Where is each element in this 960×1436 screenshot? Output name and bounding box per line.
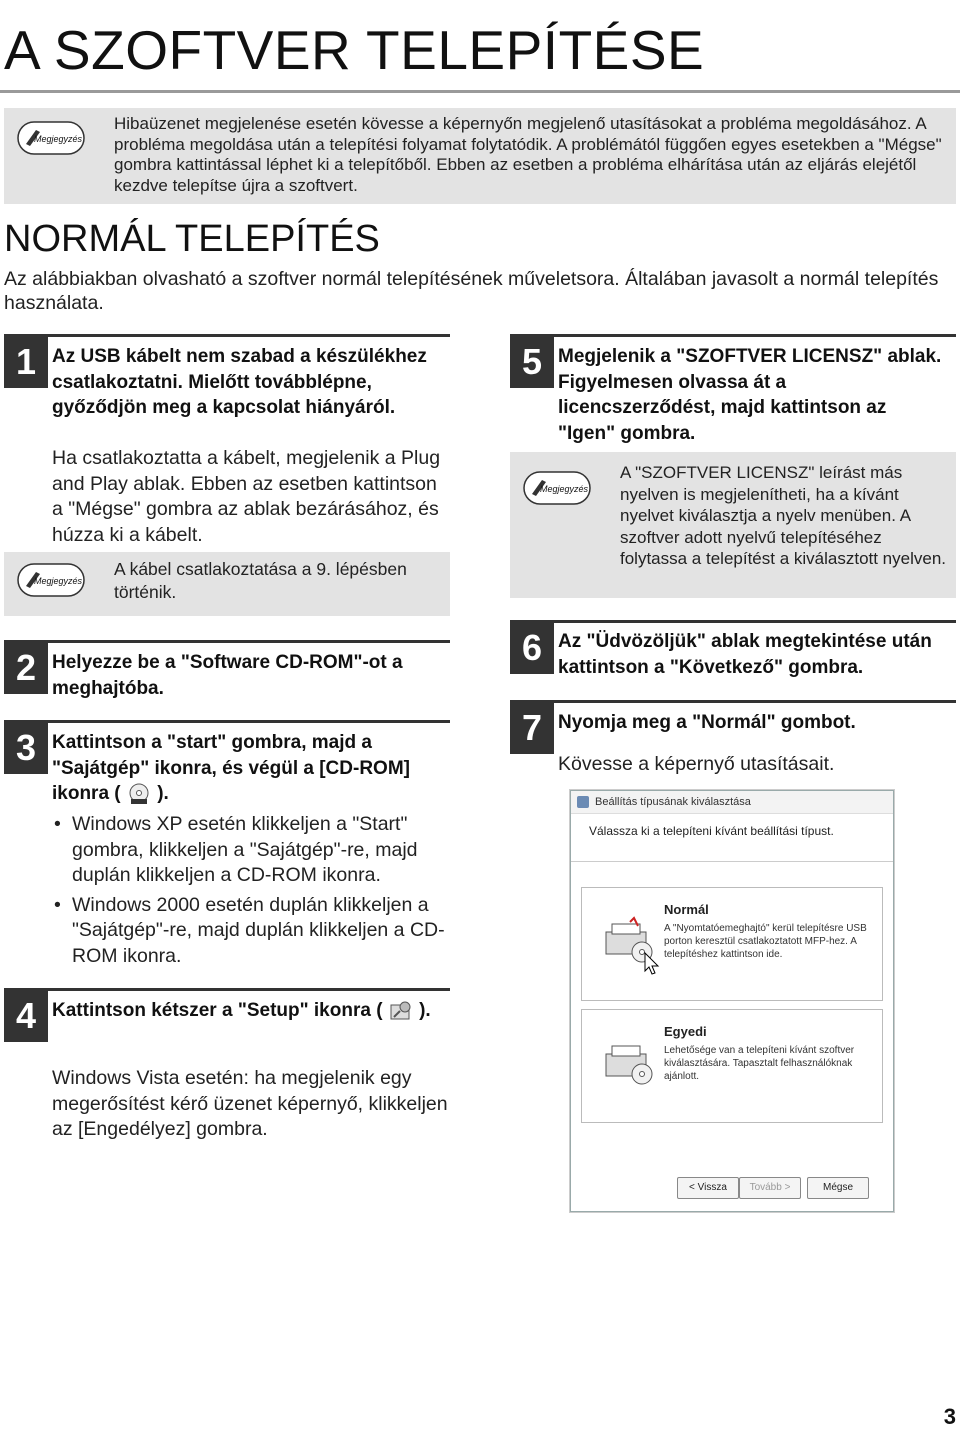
dialog-app-icon — [577, 796, 589, 808]
dialog-option-custom[interactable] — [581, 1009, 883, 1123]
dialog-normal-title: Normál — [664, 902, 709, 917]
dialog-back-button[interactable]: < Vissza — [677, 1177, 739, 1199]
note-icon — [16, 560, 86, 605]
dialog-header: Válassza ki a telepíteni kívánt beállítási típust. — [571, 814, 893, 862]
svg-text:Megjegyzés: Megjegyzés — [33, 134, 83, 144]
step-6-number: 6 — [510, 622, 554, 674]
step-3-bullet-xp: • Windows XP esetén klikkeljen a "Start" gombra, klikkeljen a "Sajátgép"-re, majd duplán klikkeljen a CD-ROM ikonra. — [52, 812, 448, 889]
note-icon — [16, 118, 86, 163]
cd-rom-icon — [126, 782, 152, 806]
step-3-heading — [52, 730, 448, 807]
step-4-heading-a: Kattintson kétszer a "Setup" ikonra ( — [52, 1000, 383, 1021]
dialog-custom-title: Egyedi — [664, 1024, 707, 1039]
step-1-note-text: A kábel csatlakoztatása a 9. lépésben történik. — [114, 559, 407, 602]
step-4-heading — [52, 998, 444, 1024]
step-5-note-text: A "SZOFTVER LICENSZ" leírást más nyelven is megjelenítheti, ha a kívánt nyelvet kiválasztja a nyelv menüben. A szoftver adott nyelvű telepítéséhez folytassa a telepítést a kiválasztott nyelven. — [620, 463, 947, 568]
dialog-custom-desc: Lehetősége van a telepíteni kívánt szoftver kiválasztására. Tapasztalt felhasználóknak ajánlott. — [664, 1045, 855, 1082]
step-7-number: 7 — [510, 702, 554, 754]
step-4-text: Windows Vista esetén: ha megjelenik egy megerősítést kérő üzenet képernyő, klikkeljen az [Engedélyez] gombra. — [52, 1067, 448, 1140]
step-7-rule — [510, 700, 956, 703]
step-7-heading: Nyomja meg a "Normál" gombot. — [558, 712, 856, 733]
step-4-rule — [4, 988, 450, 991]
setup-icon — [388, 999, 414, 1023]
step-2-heading: Helyezze be a "Software CD-ROM"-ot a meghajtóba. — [52, 652, 403, 699]
title-divider — [0, 90, 960, 93]
step-5-rule — [510, 334, 956, 337]
step-6-rule — [510, 620, 956, 623]
step-3-bullet-2000: • Windows 2000 esetén duplán klikkeljen a "Sajátgép"-re, majd duplán klikkeljen a CD-ROM ikonra. — [52, 893, 448, 970]
step-1-heading: Az USB kábelt nem szabad a készülékhez csatlakoztatni. Mielőtt továbblépne, győződjön meg a kapcsolat hiányáról. — [52, 346, 427, 418]
step-3-heading-b: ). — [157, 783, 169, 804]
step-2-number: 2 — [4, 642, 48, 694]
mouse-cursor-icon — [644, 952, 660, 981]
step-2-rule — [4, 640, 450, 643]
step-3-bullets — [52, 812, 448, 973]
dialog-normal-desc: A "Nyomtatóemeghajtó" kerül telepítésre USB porton keresztül csatlakoztatott MFP-hez. A telepítéshez kattintson ide. — [664, 923, 867, 960]
dialog-title: Beállítás típusának kiválasztása — [595, 796, 751, 808]
step-1-number: 1 — [4, 336, 48, 388]
step-1-text: Ha csatlakoztatta a kábelt, megjelenik a Plug and Play ablak. Ebben az esetben kattintson a "Mégse" gombra az ablak bezárásához, és húzza ki a kábelt. — [52, 447, 441, 546]
dialog-option-normal[interactable] — [581, 887, 883, 1001]
dialog-cancel-button[interactable]: Mégse — [807, 1177, 869, 1199]
printer-cd-icon — [600, 1038, 656, 1093]
note-icon — [522, 468, 592, 513]
top-note-text: Hibaüzenet megjelenése esetén kövesse a képernyőn megjelenő utasításokat a probléma megoldásához. A probléma megoldása után a telepítési folyamat folytatódik. A problémától függően egyes esetekben a "Mégse" gombra kattintással léphet ki a telepítőből. Ebben az esetben a probléma elhárítása után az eljárás elejétől kezdve telepítse újra a szoftvert. — [114, 114, 942, 195]
step-7-text: Kövesse a képernyő utasításait. — [558, 753, 835, 775]
step-4-number: 4 — [4, 990, 48, 1042]
svg-text:Megjegyzés: Megjegyzés — [33, 576, 83, 586]
svg-text:Megjegyzés: Megjegyzés — [539, 484, 589, 494]
page-number: 3 — [943, 1404, 956, 1429]
setup-type-dialog — [570, 790, 894, 1212]
page-title: A SZOFTVER TELEPÍTÉSE — [4, 19, 705, 81]
section-heading: NORMÁL TELEPÍTÉS — [4, 218, 380, 260]
section-intro: Az alábbiakban olvasható a szoftver normál telepítésének műveletsora. Általában javasolt a normál telepítés használata. — [4, 268, 939, 314]
step-3-heading-a: Kattintson a "start" gombra, majd a "Sajátgép" ikonra, és végül a [CD-ROM] ikonra ( — [52, 732, 410, 804]
step-1-rule — [4, 334, 450, 337]
step-5-number: 5 — [510, 336, 554, 388]
dialog-next-button[interactable]: Tovább > — [739, 1177, 801, 1199]
step-3-rule — [4, 720, 450, 723]
dialog-titlebar — [571, 791, 893, 814]
step-3-number: 3 — [4, 722, 48, 774]
step-4-heading-b: ). — [419, 1000, 431, 1021]
step-5-heading: Megjelenik a "SZOFTVER LICENSZ" ablak. Figyelmesen olvassa át a licencszerződést, majd kattintson az "Igen" gombra. — [558, 346, 942, 444]
step-6-heading: Az "Üdvözöljük" ablak megtekintése után kattintson a "Következő" gombra. — [558, 631, 932, 678]
